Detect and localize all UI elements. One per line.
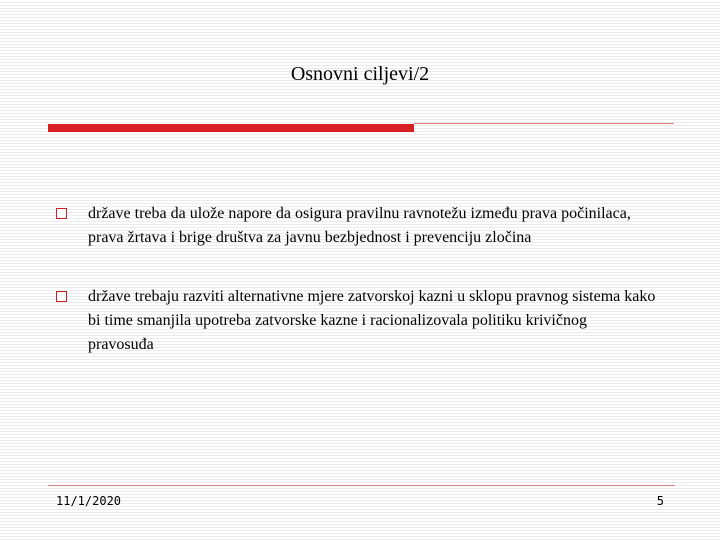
title-divider-line (414, 123, 674, 124)
footer-page-number: 5 (656, 494, 664, 508)
bullet-text: države trebaju razviti alternativne mjere zatvorskoj kazni u sklopu pravnog sistema kako bi time smanjila upotreba zatvorske kazne i racionalizovala politiku krivičnog pravosuđa (88, 288, 656, 353)
bullet-item (56, 202, 656, 250)
slide-title: Osnovni ciljevi/2 (290, 63, 430, 85)
title-accent-bar (48, 124, 414, 132)
hollow-square-bullet-icon (56, 291, 67, 302)
bullet-list (56, 202, 656, 392)
bullet-text: države treba da ulože napore da osigura pravilnu ravnotežu između prava počinilaca, prava žrtava i brige društva za javnu bezbjednost i prevenciju zločina (88, 205, 631, 246)
footer-divider-line (48, 485, 675, 486)
footer-date: 11/1/2020 (56, 494, 122, 508)
bullet-item (56, 285, 656, 357)
hollow-square-bullet-icon (56, 208, 67, 219)
